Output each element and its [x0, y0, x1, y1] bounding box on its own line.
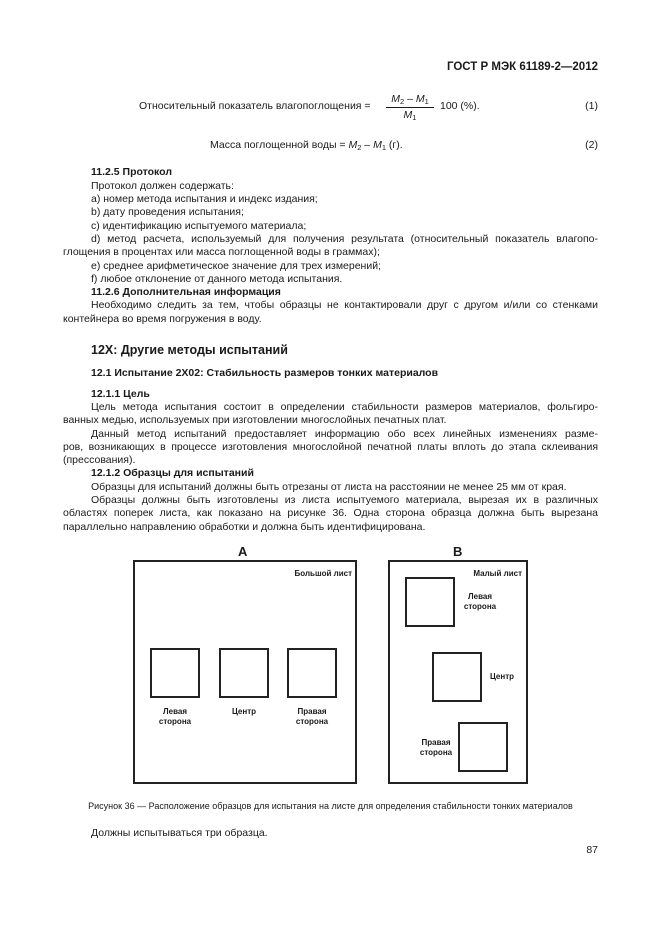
- additional-info-line-1: Необходимо следить за тем, чтобы образцы не контактировали друг с другом и/или со стенками: [91, 299, 598, 311]
- section-11-2-6-heading: 11.2.6 Дополнительная информация: [91, 286, 281, 298]
- protocol-item-d: d) метод расчета, используемый для получения результата (относительный показатель влагопо-: [91, 233, 598, 245]
- small-left-label: Левая сторона: [463, 592, 497, 611]
- final-sentence: Должны испытываться три образца.: [91, 827, 268, 839]
- large-right-label: Правая сторона: [295, 707, 329, 726]
- fraction-denominator: $M_1$: [403, 109, 417, 122]
- purpose-line-2: ванных медью, используемых при изготовлении многослойных печатных плат.: [63, 414, 447, 426]
- additional-info-line-2: контейнера во время погружения в воду.: [63, 313, 262, 325]
- purpose-line-3: Данный метод испытаний предоставляет информацию обо всех линейных изменениях разме-: [91, 428, 598, 440]
- equation-2: Масса поглощенной воды = $M_2 - M_1$ (г).: [210, 139, 403, 152]
- protocol-item-a: a) номер метода испытания и индекс издания;: [91, 193, 318, 205]
- section-12x-heading: 12X: Другие методы испытаний: [91, 343, 288, 357]
- specimens-line-3: областях поперек листа, как показано на рисунке 36. Одна сторона образца должна быть вырезана: [63, 507, 598, 519]
- large-sheet-right-specimen: [287, 648, 337, 698]
- protocol-item-d-cont: глощения в процентах или масса поглощенной воды в граммах);: [63, 246, 380, 258]
- small-sheet-center-specimen: [432, 652, 482, 702]
- figure-caption: Рисунок 36 — Расположение образцов для испытания на листе для определения стабильности тонких материалов: [88, 801, 573, 811]
- specimens-line-2: Образцы должны быть изготовлены из листа испытуемого материала, вырезая их в различных: [91, 494, 598, 506]
- protocol-item-e: e) среднее арифметическое значение для трех измерений;: [91, 260, 382, 272]
- large-left-label: Левая сторона: [158, 707, 192, 726]
- specimens-line-4: параллельно направлению обработки и должна быть идентифицирована.: [63, 521, 426, 533]
- equation-1-fraction: [386, 93, 434, 121]
- purpose-line-5: (прессования).: [63, 454, 136, 466]
- small-center-label: Центр: [489, 672, 515, 681]
- small-sheet-label: Малый лист: [473, 569, 522, 578]
- purpose-line-1: Цель метода испытания состоит в определении стабильности размеров материалов, фольгиро-: [91, 401, 598, 413]
- protocol-item-f: f) любое отклонение от данного метода испытания.: [91, 273, 343, 285]
- figure-label-a: A: [238, 544, 248, 559]
- protocol-item-c: c) идентификацию испытуемого материала;: [91, 220, 307, 232]
- large-center-label: Центр: [231, 707, 257, 716]
- equation-1-number: (1): [585, 100, 598, 112]
- large-sheet-center-specimen: [219, 648, 269, 698]
- specimens-line-1: Образцы для испытаний должны быть отрезаны от листа на расстоянии не менее 25 мм от края.: [91, 481, 567, 493]
- equation-2-number: (2): [585, 139, 598, 151]
- section-12-1-1-heading: 12.1.1 Цель: [91, 388, 150, 400]
- small-right-label: Правая сторона: [419, 738, 453, 757]
- protocol-item-b: b) дату проведения испытания;: [91, 206, 244, 218]
- page-number: 87: [586, 844, 598, 856]
- figure-label-b: B: [453, 544, 463, 559]
- section-12-1-2-heading: 12.1.2 Образцы для испытаний: [91, 467, 254, 479]
- small-sheet-right-specimen: [458, 722, 508, 772]
- large-sheet-label: Большой лист: [294, 569, 352, 578]
- equation-1-tail: 100 (%).: [440, 100, 480, 112]
- equation-1-label: Относительный показатель влагопоглощения =: [139, 100, 371, 112]
- large-sheet-left-specimen: [150, 648, 200, 698]
- section-12-1-heading: 12.1 Испытание 2X02: Стабильность размеров тонких материалов: [91, 367, 439, 379]
- protocol-intro: Протокол должен содержать:: [91, 180, 234, 192]
- small-sheet-left-specimen: [405, 577, 455, 627]
- fraction-numerator: $M_2 - M_1$: [386, 93, 434, 108]
- section-11-2-5-heading: 11.2.5 Протокол: [91, 166, 173, 178]
- purpose-line-4: ров, возникающих в процессе изготовления многослойной печатной платы вплоть до этапа склеивания: [63, 441, 598, 453]
- document-header: ГОСТ Р МЭК 61189-2—2012: [446, 61, 598, 73]
